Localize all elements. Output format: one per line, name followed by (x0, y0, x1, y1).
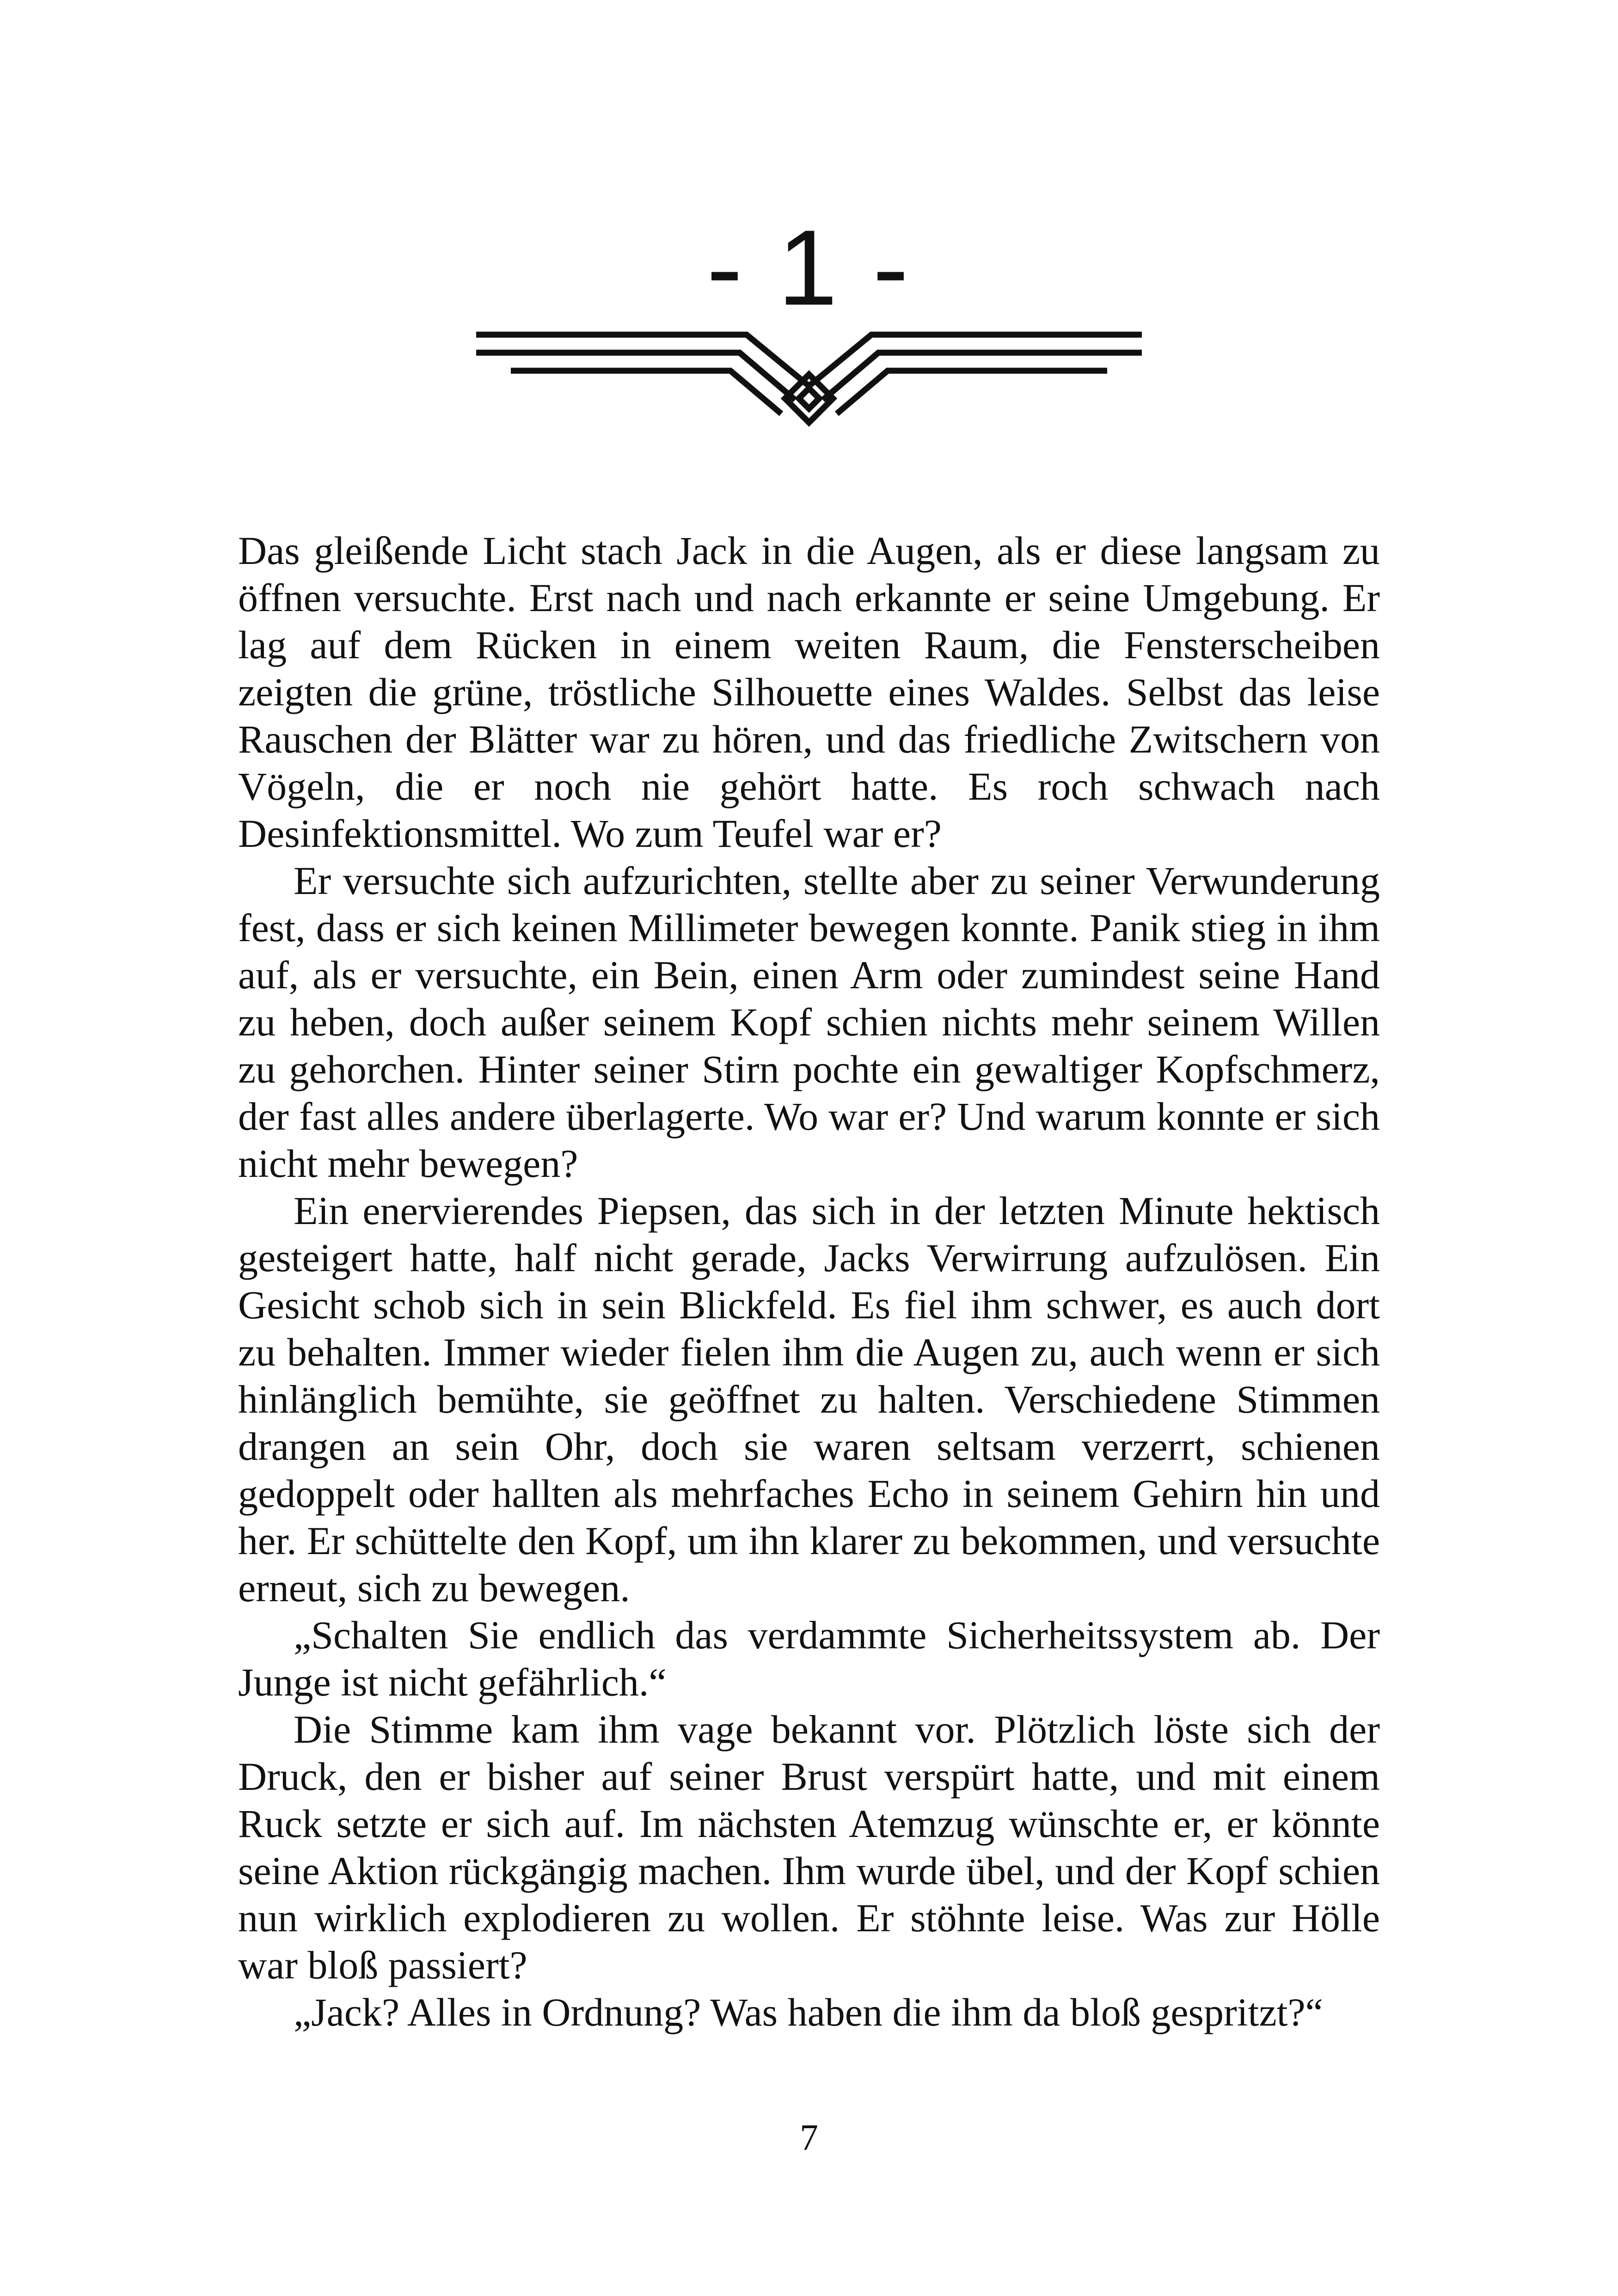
chapter-heading: - 1 - (706, 208, 912, 328)
chapter-ornament (476, 324, 1142, 435)
paragraph: „Schalten Sie endlich das verdammte Sicherheitssystem ab. Der Junge ist nicht gefährlich.“ (238, 1613, 1380, 1704)
paragraph: „Jack? Alles in Ordnung? Was haben die ihm da bloß gespritzt?“ (294, 1990, 1323, 2034)
paragraph: Das gleißende Licht stach Jack in die Augen, als er diese langsam zu öffnen versuchte. Erst nach und nach erkannte er seine Umgebung. Er lag auf dem Rücken in einem weiten Raum, die Fensterscheiben zeigten die grüne, tröstliche Silhouette eines Waldes. Selbst das leise Rauschen der Blätter war zu hören, und das friedliche Zwitschern von Vögeln, die er noch nie gehört hatte. Es roch schwach nach Desinfektionsmittel. Wo zum Teufel war er? (238, 528, 1380, 856)
page-number: 7 (800, 2118, 818, 2158)
paragraph: Er versuchte sich aufzurichten, stellte aber zu seiner Verwunderung fest, dass er sich keinen Millimeter bewegen konnte. Panik stieg in ihm auf, als er versuchte, ein Bein, einen Arm oder zumindest seine Hand zu heben, doch außer seinem Kopf schien nichts mehr seinem Willen zu gehorchen. Hinter seiner Stirn pochte ein gewaltiger Kopfschmerz, der fast alles andere überlagerte. Wo war er? Und warum konnte er sich nicht mehr bewegen? (238, 858, 1380, 1186)
paragraph: Ein enervierendes Piepsen, das sich in der letzten Minute hektisch gesteigert hatte, half nicht gerade, Jacks Verwirrung aufzulösen. Ein Gesicht schob sich in sein Blickfeld. Es fiel ihm schwer, es auch dort zu behalten. Immer wieder fielen ihm die Augen zu, auch wenn er sich hinlänglich bemühte, sie geöffnet zu halten. Verschiedene Stimmen drangen an sein Ohr, doch sie waren seltsam verzerrt, schienen gedoppelt oder hallten als mehrfaches Echo in seinem Gehirn hin und her. Er schüttelte den Kopf, um ihn klarer zu bekommen, und versuchte erneut, sich zu bewegen. (238, 1188, 1380, 1610)
paragraph: Die Stimme kam ihm vage bekannt vor. Plötzlich löste sich der Druck, den er bisher auf seiner Brust verspürt hatte, und mit einem Ruck setzte er sich auf. Im nächsten Atemzug wünschte er, er könnte seine Aktion rückgängig machen. Ihm wurde übel, und der Kopf schien nun wirklich explodieren zu wollen. Er stöhnte leise. Was zur Hölle war bloß passiert? (238, 1707, 1380, 1987)
chapter-text (238, 527, 1380, 2036)
